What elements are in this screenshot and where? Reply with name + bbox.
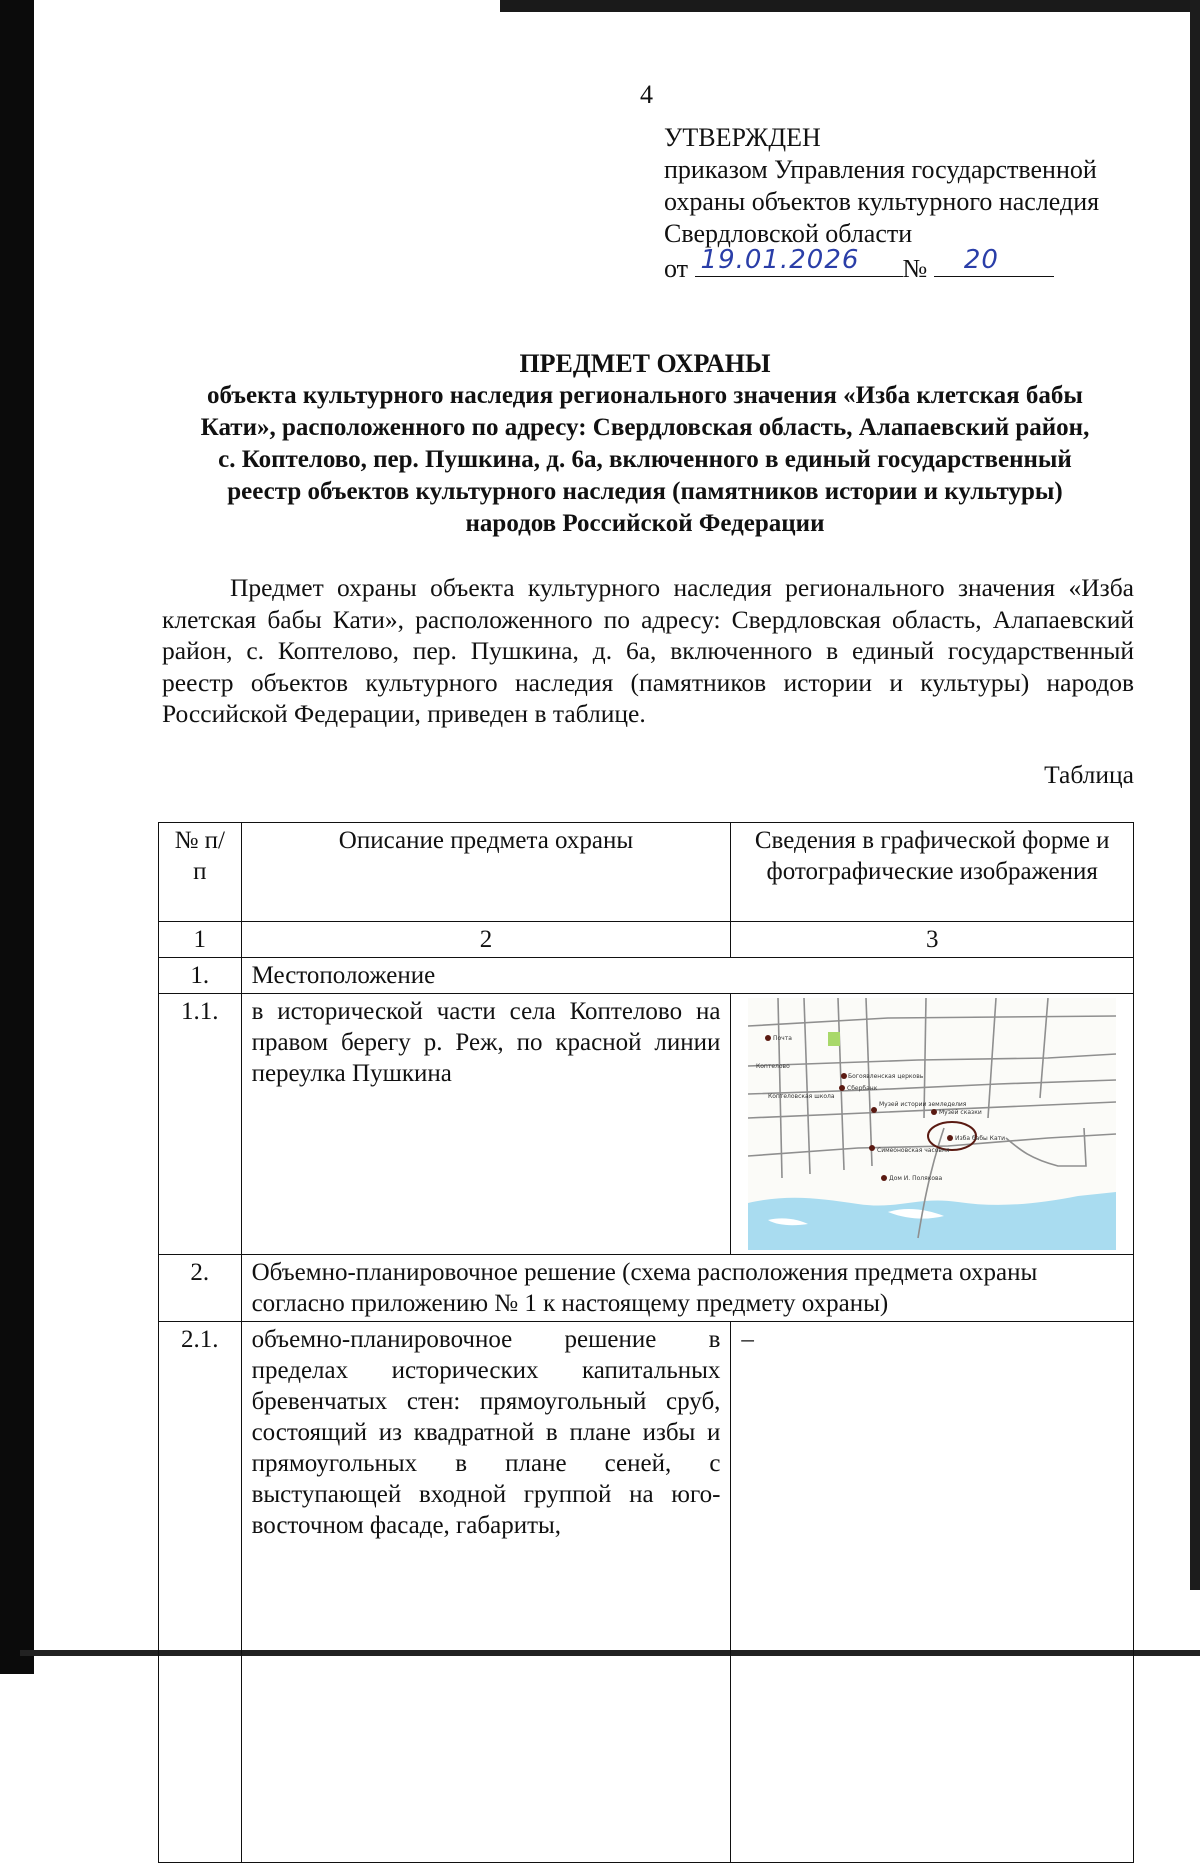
header-description: Описание предмета охраны	[241, 823, 731, 922]
table-header-row	[159, 823, 1134, 922]
marker-dom-polyakova	[881, 1175, 887, 1181]
row-graphic	[731, 994, 1134, 1255]
row-number: 1.1.	[159, 994, 242, 1255]
label-kopteloskaya: Коптеловская школа	[768, 1093, 835, 1100]
label-sberbank: Сбербанк	[847, 1085, 878, 1092]
marker-museum-skazki	[931, 1109, 937, 1115]
date-field	[695, 245, 903, 277]
title-line-5: народов Российской Федерации	[465, 510, 825, 537]
section-title: Объемно-планировочное решение (схема расположения предмета охраны согласно приложению № 1 к настоящему предмету охраны)	[241, 1255, 1133, 1322]
title-main: ПРЕДМЕТ ОХРАНЫ	[519, 349, 771, 378]
from-label: от	[664, 254, 689, 283]
label-pochta: Почта	[773, 1035, 793, 1042]
approval-stamp	[664, 122, 1099, 285]
document-title	[150, 348, 1140, 540]
park	[828, 1032, 840, 1046]
intro-paragraph: Предмет охраны объекта культурного наследия регионального значения «Изба клетская бабы Кати», расположенного по адресу: Свердловская область, Алапаевский район, с. Коптелово, пер. Пушкина, д. 6а, включенного в единый государственный реестр объектов культурного наследия (памятников истории и культуры) народов Российской Федерации, приведен в таблице.	[162, 573, 1134, 728]
label-izba-kati: Изба бабы Кати	[955, 1135, 1006, 1142]
marker-museum-history	[871, 1107, 877, 1113]
label-bogoyavlenskaya: Богоявленская церковь	[848, 1073, 924, 1080]
handwritten-date: 19.01.2026	[700, 245, 860, 275]
label-dom-polyakova: Дом И. Полякова	[889, 1175, 943, 1182]
column-number-3: 3	[731, 922, 1134, 958]
approval-line-4: Свердловской области	[664, 219, 913, 248]
marker-sberbank	[839, 1085, 845, 1091]
label-simeonovskaya: Симеоновская часовня	[877, 1147, 950, 1154]
header-graphics: Сведения в графической форме и фотографические изображения	[731, 823, 1134, 922]
approval-line-2: приказом Управления государственной	[664, 155, 1097, 184]
section-row-planning	[159, 1255, 1134, 1322]
label-museum-skazki: Музей сказки	[939, 1109, 982, 1116]
marker-bogoyavlenskaya	[841, 1073, 847, 1079]
column-numbers-row	[159, 922, 1134, 958]
approval-date-row	[664, 245, 1099, 285]
row-description: в исторической части села Коптелово на правом берегу р. Реж, по красной линии переулка Пушкина	[241, 994, 731, 1255]
scan-border-right	[1190, 0, 1200, 1590]
column-number-1: 1	[159, 922, 242, 958]
label-museum-history: Музей истории земледелия	[879, 1101, 967, 1108]
title-line-3: с. Коптелово, пер. Пушкина, д. 6а, включенного в единый государственный	[218, 446, 1072, 473]
table-row-1-1	[159, 994, 1134, 1255]
section-row-location	[159, 958, 1134, 994]
approval-line-3: охраны объектов культурного наследия	[664, 187, 1100, 216]
river	[748, 1192, 1116, 1250]
location-map	[748, 998, 1116, 1250]
title-line-4: реестр объектов культурного наследия (памятников истории и культуры)	[227, 478, 1063, 505]
handwritten-number: 20	[963, 245, 999, 275]
section-number: 1.	[159, 958, 242, 994]
section-number: 2.	[159, 1255, 242, 1322]
marker-izba-kati	[947, 1135, 953, 1141]
number-field	[934, 245, 1054, 277]
scan-border-top	[500, 0, 1200, 12]
table-caption: Таблица	[1044, 760, 1134, 789]
row-description: объемно-планировочное решение в пределах исторических капитальных бревенчатых стен: прямоугольный сруб, состоящий из квадратной в плане избы и прямоугольных в плане сеней, с выступающей входной группой на юго-восточном фасаде, габариты,	[241, 1322, 731, 1863]
row-number: 2.1.	[159, 1322, 242, 1863]
protection-table	[158, 822, 1134, 1863]
title-line-1: объекта культурного наследия регионального значения «Изба клетская бабы	[207, 382, 1083, 409]
column-number-2: 2	[241, 922, 731, 958]
approval-line-1: УТВЕРЖДЕН	[664, 123, 821, 152]
page-number: 4	[640, 80, 653, 109]
scan-border-left	[0, 0, 34, 1674]
header-number: № п/п	[159, 823, 242, 922]
marker-pochta	[765, 1035, 771, 1041]
row-graphic: –	[731, 1322, 1134, 1863]
label-koptelovo: Коптелово	[756, 1063, 790, 1070]
title-line-2: Кати», расположенного по адресу: Свердловская область, Алапаевский район,	[200, 414, 1090, 441]
section-title: Местоположение	[241, 958, 1133, 994]
number-label: №	[902, 254, 928, 283]
table-row-2-1	[159, 1322, 1134, 1863]
marker-simeonovskaya	[869, 1145, 875, 1151]
